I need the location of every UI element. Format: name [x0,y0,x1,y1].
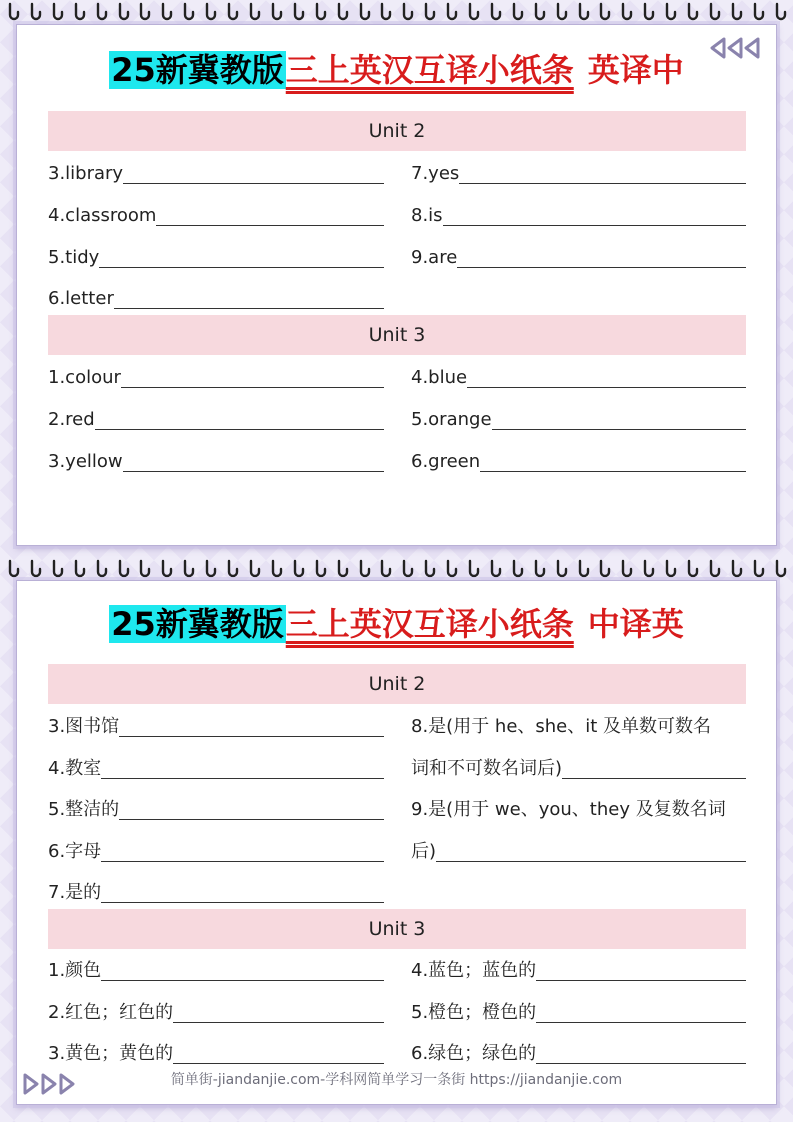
answer-line[interactable] [536,1022,746,1023]
list-item: 3.图书馆 [48,714,384,738]
title-highlight: 25新冀教版 [111,605,284,643]
answer-line[interactable] [436,861,746,862]
answer-line[interactable] [101,980,384,981]
answer-line[interactable] [101,902,384,903]
worksheet-chinese-to-english [16,580,777,1105]
worksheet-english-to-chinese [16,24,777,546]
list-item: 2.红色；红色的 [48,1000,384,1024]
list-item: 9.are [411,245,746,269]
list-item: 4.蓝色；蓝色的 [411,958,746,982]
answer-line[interactable] [101,778,384,779]
list-item: 5.橙色；橙色的 [411,1000,746,1024]
answer-line[interactable] [119,736,384,737]
list-item: 3.黄色；黄色的 [48,1041,384,1065]
answer-line[interactable] [536,980,746,981]
unit-header: Unit 3 [48,315,746,355]
title-mode: 中译英 [587,605,684,643]
answer-line[interactable] [480,471,746,472]
list-item: 9.是(用于 we、you、they 及复数名词 [411,799,726,820]
list-item: 5.整洁的 [48,797,384,821]
title-main: 三上英汉互译小纸条 [285,51,574,89]
list-item: 4.blue [411,365,746,389]
answer-line[interactable] [536,1063,746,1064]
answer-line[interactable] [459,183,746,184]
answer-line[interactable] [121,387,384,388]
list-item: 7.是的 [48,880,384,904]
answer-line[interactable] [467,387,746,388]
answer-line[interactable] [156,225,384,226]
list-item: 1.颜色 [48,958,384,982]
list-item: 8.is [411,203,746,227]
list-item: 6.绿色；绿色的 [411,1041,746,1065]
answer-line[interactable] [492,429,746,430]
answer-line[interactable] [443,225,746,226]
list-item: 4.classroom [48,203,384,227]
title-mode: 英译中 [587,51,684,89]
unit-header: Unit 3 [48,909,746,949]
list-item: 7.yes [411,161,746,185]
answer-line[interactable] [457,267,746,268]
list-item: 4.教室 [48,756,384,780]
list-item: 6.letter [48,286,384,310]
answer-line[interactable] [123,471,384,472]
list-item: 6.字母 [48,839,384,863]
answer-line[interactable] [173,1022,384,1023]
answer-line[interactable] [173,1063,384,1064]
unit-header: Unit 2 [48,111,746,151]
list-item: 5.orange [411,407,746,431]
title-highlight: 25新冀教版 [111,51,284,89]
list-item: 词和不可数名词后) [411,756,746,780]
list-item: 5.tidy [48,245,384,269]
list-item: 6.green [411,449,746,473]
footer-watermark: 简单街-jiandanjie.com-学科网简单学习一条街 https://jiandanjie.com [170,1072,623,1088]
list-item: 1.colour [48,365,384,389]
page-title [17,601,776,647]
answer-line[interactable] [99,267,384,268]
binder-rings-middle [6,559,787,581]
unit-header: Unit 2 [48,664,746,704]
binder-rings-top [6,2,787,24]
list-item: 3.library [48,161,384,185]
answer-line[interactable] [123,183,384,184]
list-item: 2.red [48,407,384,431]
answer-line[interactable] [101,861,384,862]
answer-line[interactable] [119,819,384,820]
title-main: 三上英汉互译小纸条 [285,605,574,643]
page-title [17,47,776,93]
answer-line[interactable] [562,778,746,779]
answer-line[interactable] [114,308,384,309]
list-item: 后) [411,839,746,863]
answer-line[interactable] [95,429,384,430]
list-item: 3.yellow [48,449,384,473]
list-item: 8.是(用于 he、she、it 及单数可数名 [411,716,712,737]
